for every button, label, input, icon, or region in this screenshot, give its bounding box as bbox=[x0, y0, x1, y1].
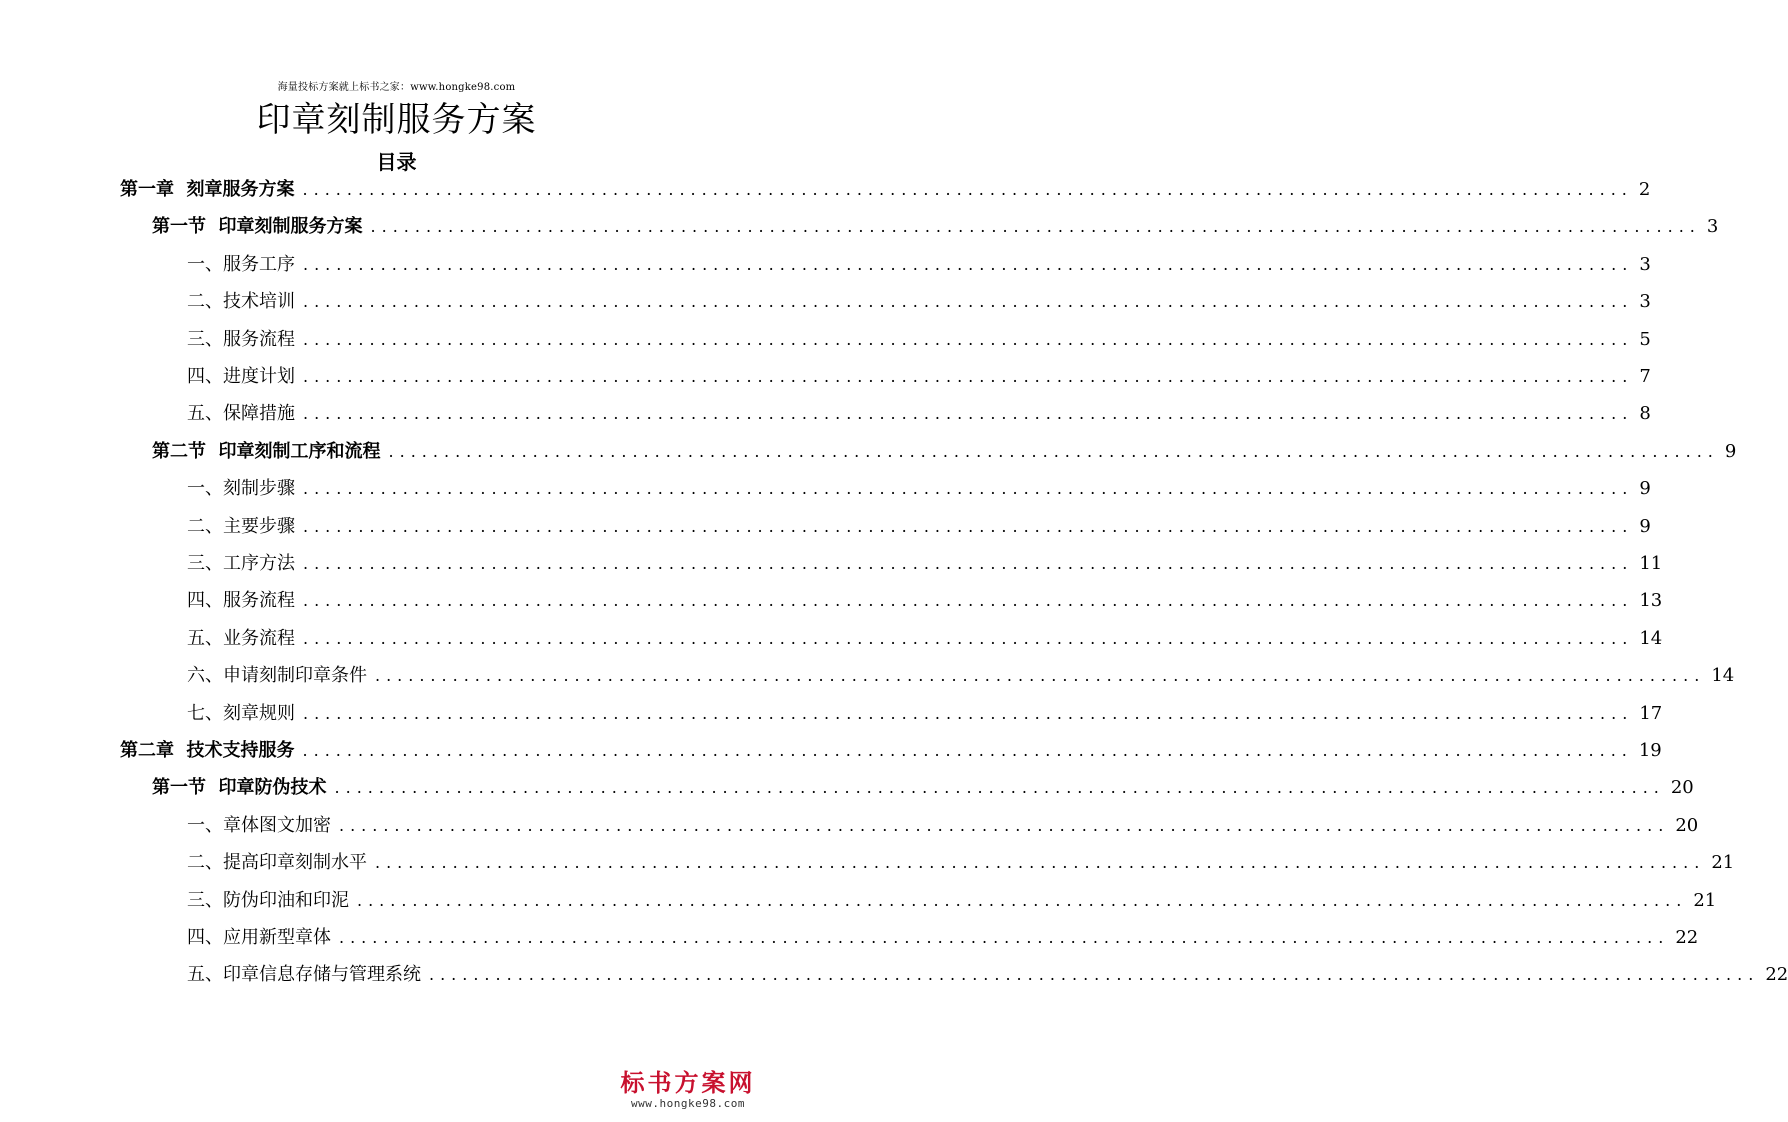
toc-dot-leader: ........................................................................................................................ bbox=[303, 628, 1634, 648]
toc-entry-title: 第二章 技术支持服务 bbox=[120, 740, 295, 761]
toc-entry[interactable] bbox=[187, 399, 1651, 431]
toc-entry-title: 一、刻制步骤 bbox=[187, 478, 295, 500]
toc-entry-page-number: 9 bbox=[1639, 478, 1651, 500]
toc-entry[interactable] bbox=[187, 886, 1717, 918]
toc-entry[interactable] bbox=[152, 212, 1719, 244]
toc-dot-leader: ........................................................................................................................ bbox=[302, 741, 1633, 760]
toc-entry[interactable] bbox=[187, 362, 1651, 394]
toc-entry[interactable] bbox=[187, 512, 1651, 544]
toc-entry-title: 四、服务流程 bbox=[187, 590, 295, 612]
toc-entry[interactable] bbox=[187, 923, 1699, 955]
watermark-title: 标书方案网 bbox=[620, 1069, 756, 1097]
toc-entry-page-number: 2 bbox=[1638, 179, 1651, 200]
toc-entry-page-number: 14 bbox=[1711, 665, 1735, 687]
toc-dot-leader: ........................................................................................................................ bbox=[303, 367, 1634, 386]
toc-dot-leader: ........................................................................................................................ bbox=[303, 703, 1634, 723]
toc-entry-title: 第一节 印章防伪技术 bbox=[152, 777, 327, 799]
toc-entry-page-number: 19 bbox=[1638, 740, 1662, 761]
toc-entry-title: 五、印章信息存储与管理系统 bbox=[187, 964, 421, 986]
toc-entry-page-number: 5 bbox=[1639, 328, 1651, 350]
toc-entry-title: 第一章 刻章服务方案 bbox=[120, 179, 295, 200]
toc-entry[interactable] bbox=[187, 699, 1663, 731]
toc-entry-page-number: 21 bbox=[1693, 889, 1717, 911]
toc-dot-leader: ........................................................................................................................ bbox=[303, 554, 1634, 573]
toc-entry-page-number: 13 bbox=[1639, 590, 1663, 612]
toc-entry-title: 三、防伪印油和印泥 bbox=[187, 889, 349, 911]
toc-entry-page-number: 9 bbox=[1724, 440, 1737, 462]
toc-dot-leader: ........................................................................................................................ bbox=[429, 965, 1760, 985]
toc-dot-leader: ........................................................................................................................ bbox=[375, 853, 1706, 873]
toc-entry-title: 二、提高印章刻制水平 bbox=[187, 852, 367, 874]
toc-entry[interactable] bbox=[187, 287, 1651, 319]
toc-dot-leader: ........................................................................................................................ bbox=[370, 217, 1701, 237]
toc-entry-page-number: 20 bbox=[1675, 814, 1699, 836]
watermark-logo bbox=[603, 1069, 773, 1110]
toc-entry-page-number: 21 bbox=[1711, 852, 1735, 874]
toc-entry[interactable] bbox=[187, 811, 1699, 843]
toc-entry[interactable] bbox=[187, 549, 1663, 581]
toc-entry[interactable] bbox=[187, 250, 1651, 282]
toc-dot-leader: ........................................................................................................................ bbox=[339, 815, 1670, 835]
toc-entry[interactable] bbox=[152, 773, 1694, 805]
toc-entry-title: 第一节 印章刻制服务方案 bbox=[152, 216, 363, 238]
toc-entry-page-number: 3 bbox=[1706, 216, 1719, 238]
toc-entry-title: 二、技术培训 bbox=[187, 291, 295, 313]
toc-entry[interactable] bbox=[152, 437, 1737, 469]
toc-entry[interactable] bbox=[187, 624, 1663, 656]
toc-heading: 目录 bbox=[376, 150, 417, 174]
toc-entry-page-number: 9 bbox=[1639, 515, 1651, 537]
header-note: 海量投标方案就上标书之家：www.hongke98.com bbox=[277, 82, 516, 93]
toc-dot-leader: ........................................................................................................................ bbox=[303, 516, 1634, 536]
toc-entry-page-number: 20 bbox=[1670, 777, 1694, 799]
toc-dot-leader: ........................................................................................................................ bbox=[339, 928, 1670, 947]
toc-entry-title: 三、服务流程 bbox=[187, 328, 295, 350]
toc-entry-title: 四、进度计划 bbox=[187, 366, 295, 387]
toc-entry[interactable] bbox=[187, 848, 1735, 880]
toc-entry[interactable] bbox=[187, 325, 1651, 357]
toc-entry-page-number: 22 bbox=[1675, 927, 1699, 948]
toc-entry-page-number: 3 bbox=[1639, 253, 1651, 275]
toc-entry-title: 一、章体图文加密 bbox=[187, 814, 331, 836]
toc-entry-page-number: 14 bbox=[1639, 627, 1663, 649]
toc-entry-title: 五、保障措施 bbox=[187, 403, 295, 425]
toc-dot-leader: ........................................................................................................................ bbox=[303, 254, 1634, 274]
toc-entry-title: 二、主要步骤 bbox=[187, 515, 295, 537]
toc-entry-page-number: 3 bbox=[1639, 291, 1651, 313]
toc-entry-title: 第二节 印章刻制工序和流程 bbox=[152, 440, 381, 462]
toc-entry[interactable] bbox=[120, 736, 1662, 768]
toc-dot-leader: ........................................................................................................................ bbox=[303, 479, 1634, 499]
toc-entry-title: 一、服务工序 bbox=[187, 253, 295, 275]
toc-dot-leader: ........................................................................................................................ bbox=[303, 591, 1634, 611]
toc-entry-title: 七、刻章规则 bbox=[187, 702, 295, 724]
toc-dot-leader: ........................................................................................................................ bbox=[303, 292, 1634, 312]
toc-entry[interactable] bbox=[187, 586, 1663, 618]
toc-entry-page-number: 11 bbox=[1639, 553, 1663, 574]
toc-entry[interactable] bbox=[187, 960, 1788, 992]
document-title: 印章刻制服务方案 bbox=[256, 100, 537, 140]
toc-dot-leader: ........................................................................................................................ bbox=[334, 778, 1665, 798]
toc-entry-title: 三、工序方法 bbox=[187, 553, 295, 574]
toc-entry-page-number: 7 bbox=[1639, 366, 1651, 387]
toc-entry[interactable] bbox=[120, 175, 1651, 207]
toc-entry-title: 四、应用新型章体 bbox=[187, 927, 331, 948]
toc-dot-leader: ........................................................................................................................ bbox=[303, 329, 1634, 349]
toc-dot-leader: ........................................................................................................................ bbox=[303, 404, 1634, 424]
watermark-url: www.hongke98.com bbox=[631, 1097, 745, 1110]
toc-entry-title: 六、申请刻制印章条件 bbox=[187, 665, 367, 687]
toc-dot-leader: ........................................................................................................................ bbox=[375, 666, 1706, 686]
toc-dot-leader: ........................................................................................................................ bbox=[357, 890, 1688, 910]
toc-dot-leader: ........................................................................................................................ bbox=[388, 441, 1719, 461]
toc-entry-page-number: 8 bbox=[1639, 403, 1651, 425]
toc-entry-page-number: 22 bbox=[1765, 964, 1788, 986]
toc-entry-title: 五、业务流程 bbox=[187, 627, 295, 649]
toc-entry[interactable] bbox=[187, 474, 1651, 506]
toc-entry-page-number: 17 bbox=[1639, 702, 1663, 724]
toc-dot-leader: ........................................................................................................................ bbox=[302, 180, 1633, 199]
toc-entry[interactable] bbox=[187, 661, 1735, 693]
